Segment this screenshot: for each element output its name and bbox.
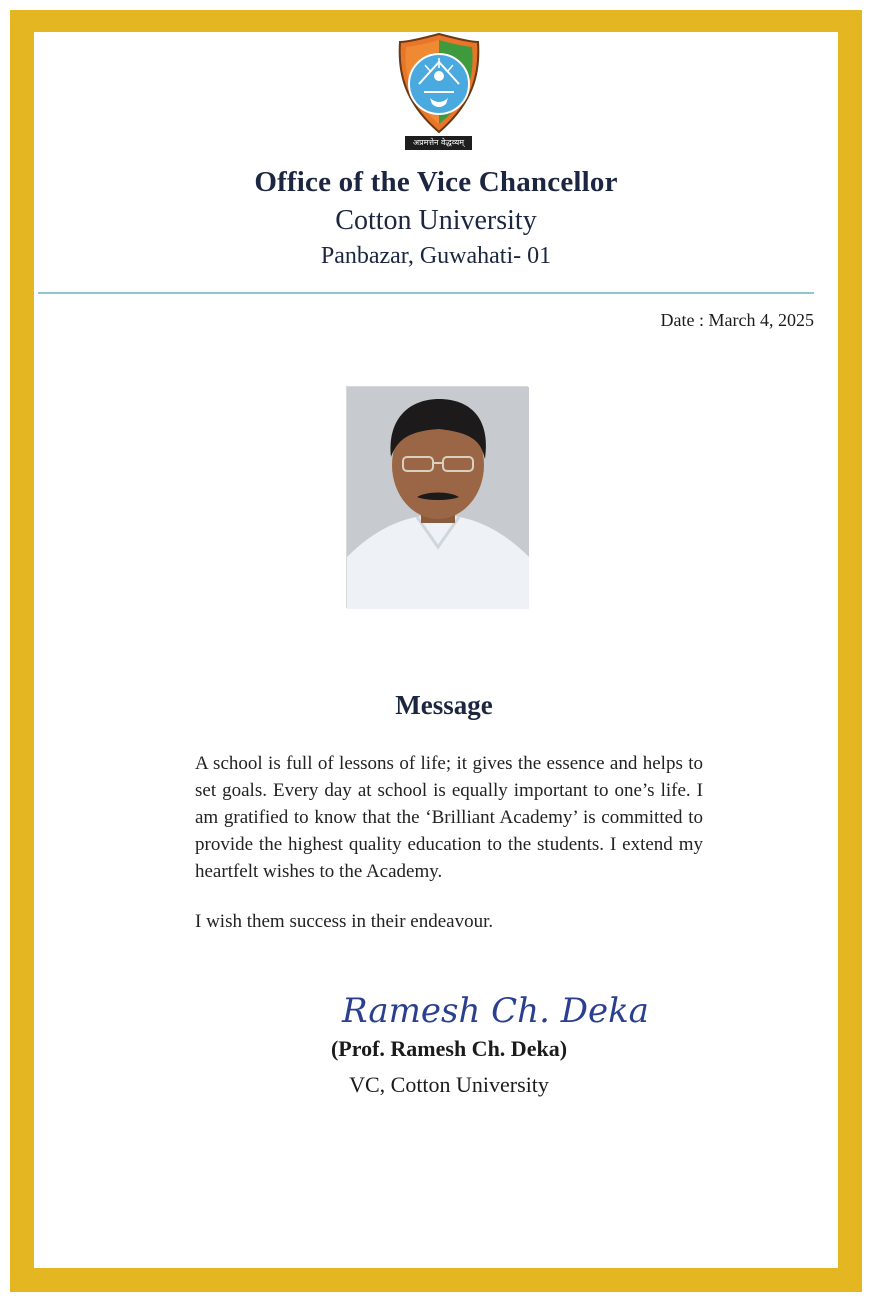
portrait-photo — [346, 386, 528, 608]
signatory-name: (Prof. Ramesh Ch. Deka) — [330, 1036, 568, 1061]
office-title: Office of the Vice Chancellor — [254, 166, 618, 198]
message-heading: Message — [395, 690, 493, 720]
message-closing: I wish them success in their endeavour. — [195, 911, 494, 932]
message-body: A school is full of lessons of life; it gives the essence and helps to set goals. Every day at school is equally important to one’s life. I am gratified to know that the ‘Brilliant Academy’ is committed to provide the highest quality education to the students. I extend my heartfelt wishes to the Academy. — [195, 753, 703, 882]
letter-date: Date : March 4, 2025 — [660, 310, 814, 330]
page-border — [10, 10, 862, 1292]
university-crest-icon — [394, 32, 484, 152]
handwritten-signature — [332, 980, 649, 1040]
svg-text:Ramesh Ch. Deka: Ramesh Ch. Deka — [342, 991, 649, 1031]
signatory-designation: VC, Cotton University — [349, 1072, 549, 1097]
university-address: Panbazar, Guwahati- 01 — [320, 243, 552, 269]
university-motto: अप्रमत्तेन वेद्धव्यम् — [405, 136, 472, 150]
letter-sheet — [34, 32, 838, 1268]
header-divider — [38, 292, 814, 294]
university-name: Cotton University — [335, 205, 537, 236]
